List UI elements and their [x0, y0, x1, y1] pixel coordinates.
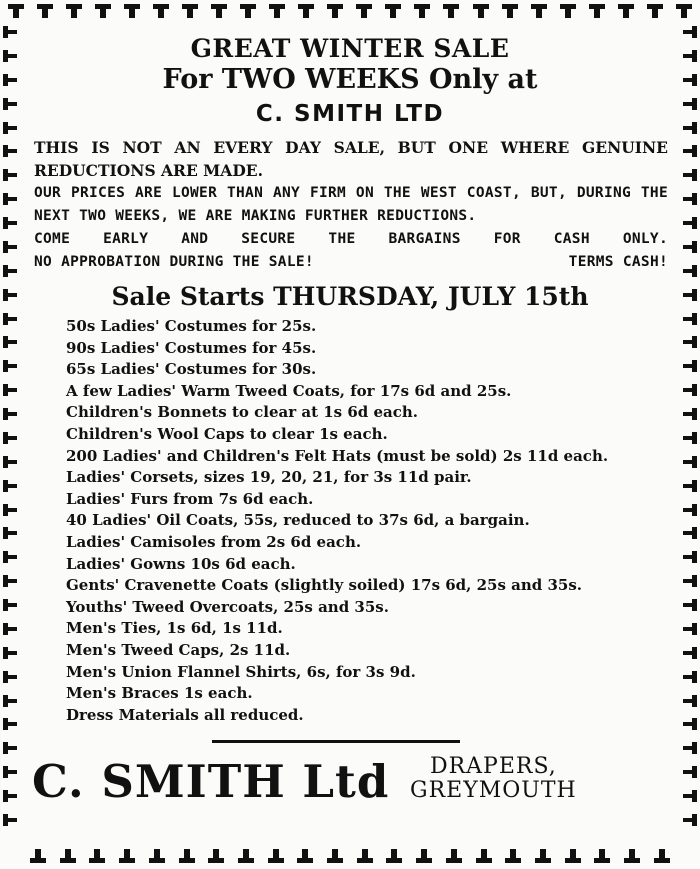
border-ornament [683, 145, 697, 157]
border-ornament [3, 718, 17, 730]
border-ornament [238, 849, 254, 863]
list-item: 50s Ladies' Costumes for 25s. [66, 317, 317, 335]
border-ornament [416, 849, 432, 863]
list-item: Children's Bonnets to clear at 1s 6d each. [66, 403, 418, 422]
list-item: Gents' Cravenette Coats (slightly soiled) 17s 6d, 25s and 35s. [66, 576, 583, 595]
border-ornament [3, 360, 17, 372]
border-ornament [683, 313, 697, 325]
border-ornament [683, 360, 697, 372]
border-ornament [386, 849, 402, 863]
border-ornament [683, 742, 697, 754]
border-ornament [3, 50, 17, 62]
list-item: Children's Wool Caps to clear 1s each. [66, 424, 388, 443]
border-ornament [30, 849, 46, 863]
cash-only-line: COME EARLY AND SECURE THE BARGAINS FOR CASH ONLY. [34, 231, 668, 247]
border-ornament [3, 193, 17, 205]
list-item: 65s Ladies' Costumes for 30s. [66, 360, 317, 379]
border-ornament [327, 849, 343, 863]
border-ornament [683, 122, 697, 134]
border-ornament [66, 4, 82, 18]
border-ornament [683, 265, 697, 277]
border-ornament [3, 671, 17, 683]
headline-duration: For TWO WEEKS Only at [162, 64, 538, 95]
border-ornament [683, 504, 697, 516]
border-ornament [3, 456, 17, 468]
border-ornament [594, 849, 610, 863]
border-ornament [3, 265, 17, 277]
border-ornament [654, 849, 670, 863]
border-ornament [3, 527, 17, 539]
border-ornament [683, 193, 697, 205]
border-right [678, 26, 700, 826]
list-item: 200 Ladies' and Children's Felt Hats (must be sold) 2s 11d each. [66, 446, 609, 465]
border-ornament [3, 742, 17, 754]
border-ornament [211, 4, 227, 18]
border-ornament [535, 849, 551, 863]
store-tagline [410, 755, 577, 803]
list-item: A few Ladies' Warm Tweed Coats, for 17s 6d and 25s. [66, 381, 512, 400]
border-ornament [683, 74, 697, 86]
border-ornament [589, 4, 605, 18]
border-ornament [89, 849, 105, 863]
border-ornament [95, 4, 111, 18]
border-ornament [443, 4, 459, 18]
border-ornament [683, 623, 697, 635]
border-ornament [683, 766, 697, 778]
list-item: 40 Ladies' Oil Coats, 55s, reduced to 37s 6d, a bargain. [66, 511, 530, 530]
border-ornament [683, 217, 697, 229]
border-ornament [683, 695, 697, 707]
tagline-greymouth: GREYMOUTH [410, 778, 577, 804]
border-ornament [683, 384, 697, 396]
border-ornament [683, 814, 697, 826]
border-ornament [357, 849, 373, 863]
border-ornament [3, 289, 17, 301]
border-ornament [153, 4, 169, 18]
border-ornament [208, 849, 224, 863]
border-top [0, 0, 700, 26]
border-ornament [683, 26, 697, 38]
border-ornament [683, 575, 697, 587]
border-ornament [3, 814, 17, 826]
sale-items-list [66, 316, 668, 726]
list-item: Men's Braces 1s each. [66, 684, 253, 703]
border-ornament [3, 145, 17, 157]
border-ornament [683, 432, 697, 444]
border-ornament [3, 408, 17, 420]
list-item: Ladies' Corsets, sizes 19, 20, 21, for 3s 11d pair. [66, 468, 472, 487]
border-ornament [3, 98, 17, 110]
divider-rule [212, 740, 460, 743]
border-ornament [268, 849, 284, 863]
border-ornament [473, 4, 489, 18]
border-ornament [3, 551, 17, 563]
list-item: Men's Tweed Caps, 2s 11d. [66, 640, 291, 659]
border-ornament [683, 527, 697, 539]
border-ornament [624, 849, 640, 863]
border-ornament [3, 336, 17, 348]
border-ornament [683, 336, 697, 348]
border-ornament [3, 432, 17, 444]
border-ornament [683, 647, 697, 659]
border-ornament [3, 217, 17, 229]
border-ornament [3, 169, 17, 181]
footer [32, 749, 668, 827]
advertisement [32, 28, 668, 827]
border-ornament [414, 4, 430, 18]
border-ornament [3, 313, 17, 325]
border-ornament [37, 4, 53, 18]
border-ornament [3, 575, 17, 587]
border-bottom [0, 843, 700, 869]
list-item: 90s Ladies' Costumes for 45s. [66, 338, 317, 357]
border-ornament [683, 599, 697, 611]
border-ornament [683, 241, 697, 253]
list-item: Ladies' Gowns 10s 6d each. [66, 554, 296, 573]
sale-start-heading: Sale Starts THURSDAY, JULY 15th [111, 282, 589, 311]
border-ornament [676, 4, 692, 18]
store-brand: C. SMITH Ltd [32, 755, 390, 809]
border-ornament [3, 504, 17, 516]
border-ornament [3, 241, 17, 253]
border-ornament [683, 551, 697, 563]
border-ornament [3, 766, 17, 778]
border-ornament [683, 456, 697, 468]
border-ornament [3, 74, 17, 86]
border-ornament [683, 718, 697, 730]
list-item: Ladies' Camisoles from 2s 6d each. [66, 532, 362, 551]
list-item: Youths' Tweed Overcoats, 25s and 35s. [66, 597, 389, 616]
headline-store: C. SMITH LTD [255, 101, 445, 127]
border-ornament [476, 849, 492, 863]
intro-paragraph-2: OUR PRICES ARE LOWER THAN ANY FIRM ON THE WEST COAST, BUT, DURING THE NEXT TWO WEEKS, WE ARE MAKING FURTHER REDUCTIONS. [34, 185, 668, 224]
terms-cash-text: TERMS CASH! [568, 254, 668, 270]
border-ornament [618, 4, 634, 18]
border-ornament [60, 849, 76, 863]
border-ornament [683, 408, 697, 420]
list-item: Ladies' Furs from 7s 6d each. [66, 489, 314, 508]
border-ornament [179, 849, 195, 863]
border-ornament [683, 98, 697, 110]
border-ornament [385, 4, 401, 18]
border-ornament [8, 4, 24, 18]
border-ornament [531, 4, 547, 18]
tagline-drapers: DRAPERS, [429, 754, 557, 780]
border-ornament [240, 4, 256, 18]
border-ornament [3, 599, 17, 611]
border-ornament [502, 4, 518, 18]
border-ornament [683, 671, 697, 683]
border-ornament [124, 4, 140, 18]
list-item: Men's Union Flannel Shirts, 6s, for 3s 9d. [66, 662, 416, 681]
border-ornament [3, 647, 17, 659]
no-approbation-text: NO APPROBATION DURING THE SALE! [34, 254, 314, 270]
border-ornament [356, 4, 372, 18]
border-ornament [505, 849, 521, 863]
border-ornament [182, 4, 198, 18]
border-ornament [3, 695, 17, 707]
border-ornament [647, 4, 663, 18]
headline-sale: GREAT WINTER SALE [190, 34, 510, 63]
border-ornament [560, 4, 576, 18]
border-ornament [3, 790, 17, 802]
intro-paragraph-1: THIS IS NOT AN EVERY DAY SALE, BUT ONE WHERE GENUINE REDUCTIONS ARE MADE. [34, 138, 668, 180]
border-ornament [683, 289, 697, 301]
border-ornament [327, 4, 343, 18]
border-ornament [149, 849, 165, 863]
border-ornament [683, 480, 697, 492]
border-ornament [3, 122, 17, 134]
border-ornament [3, 623, 17, 635]
border-ornament [683, 790, 697, 802]
border-left [0, 26, 22, 826]
border-ornament [3, 480, 17, 492]
list-item: Dress Materials all reduced. [66, 705, 304, 724]
border-ornament [297, 849, 313, 863]
border-ornament [683, 50, 697, 62]
border-ornament [119, 849, 135, 863]
border-ornament [269, 4, 285, 18]
border-ornament [3, 26, 17, 38]
list-item: Men's Ties, 1s 6d, 1s 11d. [66, 619, 283, 638]
border-ornament [446, 849, 462, 863]
terms-line [34, 251, 668, 274]
border-ornament [3, 384, 17, 396]
border-ornament [683, 169, 697, 181]
border-ornament [565, 849, 581, 863]
border-ornament [298, 4, 314, 18]
